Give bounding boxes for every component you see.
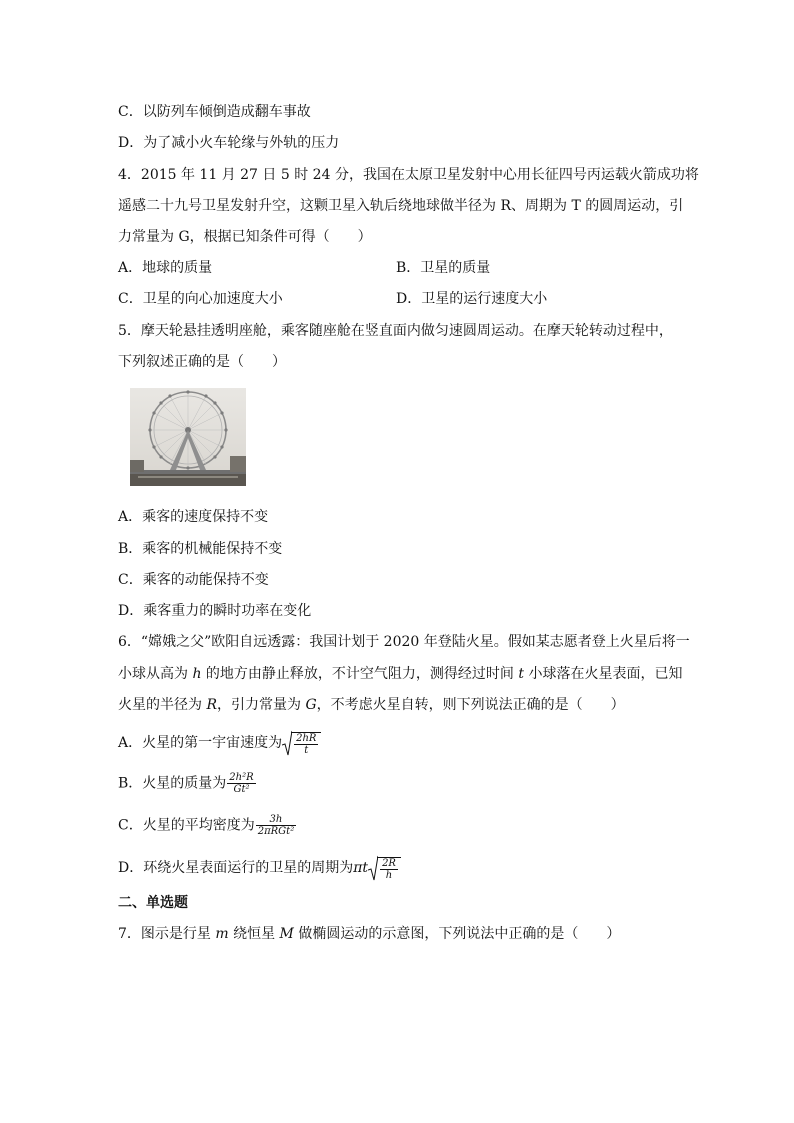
q6-stem-line1: 6．“嫦娥之父”欧阳自远透露：我国计划于 2020 年登陆火星。假如某志愿者登上火星后将一 — [118, 634, 690, 650]
section-heading: 二、单选题 — [118, 895, 188, 911]
q6-option-c: C．火星的平均密度为 $\frac{3h}{\text{2πRGt²}}$ — [118, 814, 295, 837]
q4-stem-line2: 遥感二十九号卫星发射升空，这颗卫星入轨后绕地球做半径为 R、周期为 T 的圆周运动，引 — [118, 198, 684, 214]
q5-option-d: D．乘客重力的瞬时功率在变化 — [118, 603, 312, 619]
q4-option-d: D．卫星的运行速度大小 — [396, 291, 548, 307]
q4-option-c: C．卫星的向心加速度大小 — [118, 291, 283, 307]
q6-stem-line3: 火星的半径为 R，引力常量为 G，不考虑火星自转，则下列说法正确的是（ ） — [118, 697, 625, 713]
q6-option-d: D．环绕火星表面运行的卫星的周期为πt $\frac{2R}{h}$ — [118, 855, 401, 881]
q5-stem-line1: 5．摩天轮悬挂透明座舱，乘客随座舱在竖直面内做匀速圆周运动。在摩天轮转动过程中， — [118, 323, 673, 339]
sqrt-expression: $\frac{2hR}{t}$ — [282, 730, 321, 756]
q6-option-b: B．火星的质量为 $\frac{\text{2h²R}}{\text{Gt²}}$ — [118, 772, 254, 795]
ferris-wheel-photo — [130, 388, 246, 486]
q6-option-a: A．火星的第一宇宙速度为 $\frac{2hR}{t}$ — [118, 730, 321, 756]
ferris-wheel-illustration — [130, 388, 246, 486]
q4-option-b: B．卫星的质量 — [396, 260, 491, 276]
q5-stem-line2: 下列叙述正确的是（ ） — [118, 354, 286, 370]
q3-option-d: D．为了减小火车轮缘与外轨的压力 — [118, 135, 340, 151]
q3-option-c: C．以防列车倾倒造成翻车事故 — [118, 104, 311, 120]
q4-stem-line1: 4．2015 年 11 月 27 日 5 时 24 分，我国在太原卫星发射中心用长征四号丙运载火箭成功将 — [118, 167, 699, 183]
q4-option-a: A．地球的质量 — [118, 260, 213, 276]
q7-stem-line1: 7．图示是行星 m 绕恒星 M 做椭圆运动的示意图，下列说法中正确的是（ ） — [118, 926, 621, 942]
q5-option-b: B．乘客的机械能保持不变 — [118, 541, 283, 557]
q5-option-c: C．乘客的动能保持不变 — [118, 572, 269, 588]
q5-option-a: A．乘客的速度保持不变 — [118, 509, 269, 525]
q4-stem-line3: 力常量为 G，根据已知条件可得（ ） — [118, 229, 372, 245]
sqrt-expression: $\frac{2R}{h}$ — [368, 855, 401, 881]
q6-stem-line2: 小球从高为 h 的地方由静止释放，不计空气阻力，测得经过时间 t 小球落在火星表面，已知 — [118, 666, 683, 682]
